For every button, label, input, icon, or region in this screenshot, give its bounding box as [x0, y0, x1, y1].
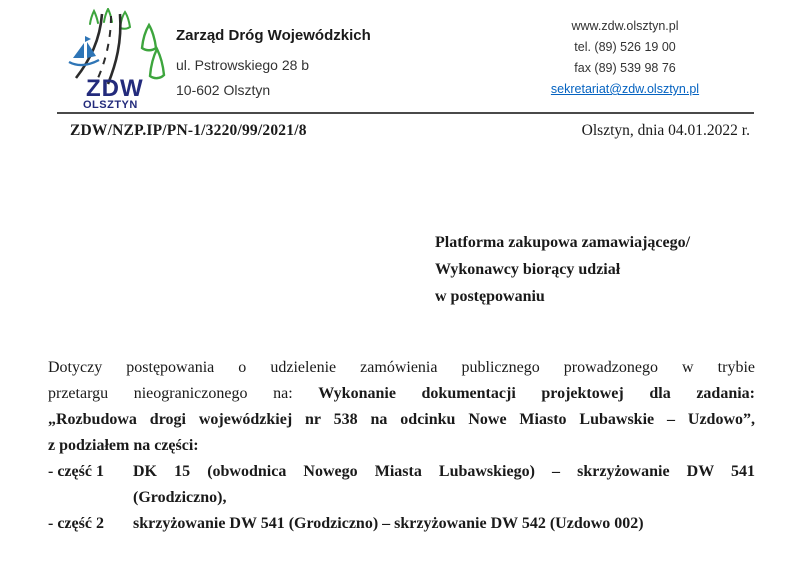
- letter-body: [48, 355, 755, 537]
- part-description: [133, 511, 755, 537]
- organisation-city: 10-602 Olsztyn: [176, 82, 271, 98]
- addressee-line: w postępowaniu: [435, 288, 545, 305]
- part-description-line: DK 15 (obwodnica Nowego Miasta Lubawskiego) – skrzyżowanie DW 541: [133, 463, 755, 480]
- part-label: - część 1: [48, 463, 104, 480]
- part-item: [48, 459, 755, 511]
- body-line: [48, 407, 755, 433]
- addressee-line: Platforma zakupowa zamawiającego/: [435, 234, 691, 251]
- organisation-name: Zarząd Dróg Wojewódzkich: [176, 27, 371, 44]
- part-description-line: skrzyżowanie DW 541 (Grodziczno) – skrzyżowanie DW 542 (Uzdowo 002): [133, 515, 644, 532]
- part-description-line: (Grodziczno),: [133, 489, 227, 506]
- contact-fax: fax (89) 539 98 76: [574, 61, 676, 75]
- logo-city-text: OLSZTYN: [83, 99, 138, 111]
- body-text-segment-bold: z podziałem na części:: [48, 437, 199, 454]
- header-divider: [57, 112, 754, 114]
- logo-trees-large: [142, 25, 164, 78]
- contact-website: www.zdw.olsztyn.pl: [571, 19, 679, 33]
- logo-acronym-text: ZDW: [86, 75, 144, 102]
- addressee-block: [435, 229, 690, 310]
- part-description: [133, 459, 755, 511]
- contact-block: [538, 16, 712, 100]
- body-line: [48, 355, 755, 381]
- place-and-date: Olsztyn, dnia 04.01.2022 r.: [581, 122, 750, 139]
- organisation-street: ul. Pstrowskiego 28 b: [176, 57, 310, 73]
- logo-sailboat: [69, 36, 99, 65]
- contact-email-link[interactable]: sekretariat@zdw.olsztyn.pl: [550, 82, 700, 96]
- body-line: [48, 433, 755, 459]
- body-text-segment-bold: Wykonanie dokumentacji projektowej dla zadania:: [318, 385, 755, 402]
- body-text-segment: przetargu nieograniczonego na:: [48, 385, 293, 402]
- part-item: [48, 511, 755, 537]
- zdw-logo-icon: [60, 8, 170, 113]
- reference-number: ZDW/NZP.IP/PN-1/3220/99/2021/8: [70, 122, 307, 139]
- organisation-block: [176, 27, 371, 103]
- body-line: [48, 381, 755, 407]
- body-text-segment-bold: „Rozbudowa drogi wojewódzkiej nr 538 na odcinku Nowe Miasto Lubawskie – Uzdowo”,: [48, 411, 755, 428]
- body-text-segment: Dotyczy postępowania o udzielenie zamówienia publicznego prowadzonego w trybie: [48, 359, 755, 376]
- contact-phone: tel. (89) 526 19 00: [574, 40, 676, 54]
- addressee-line: Wykonawcy biorący udział: [435, 261, 621, 278]
- zdw-logo-graphic: [60, 8, 170, 113]
- part-label: - część 2: [48, 515, 104, 532]
